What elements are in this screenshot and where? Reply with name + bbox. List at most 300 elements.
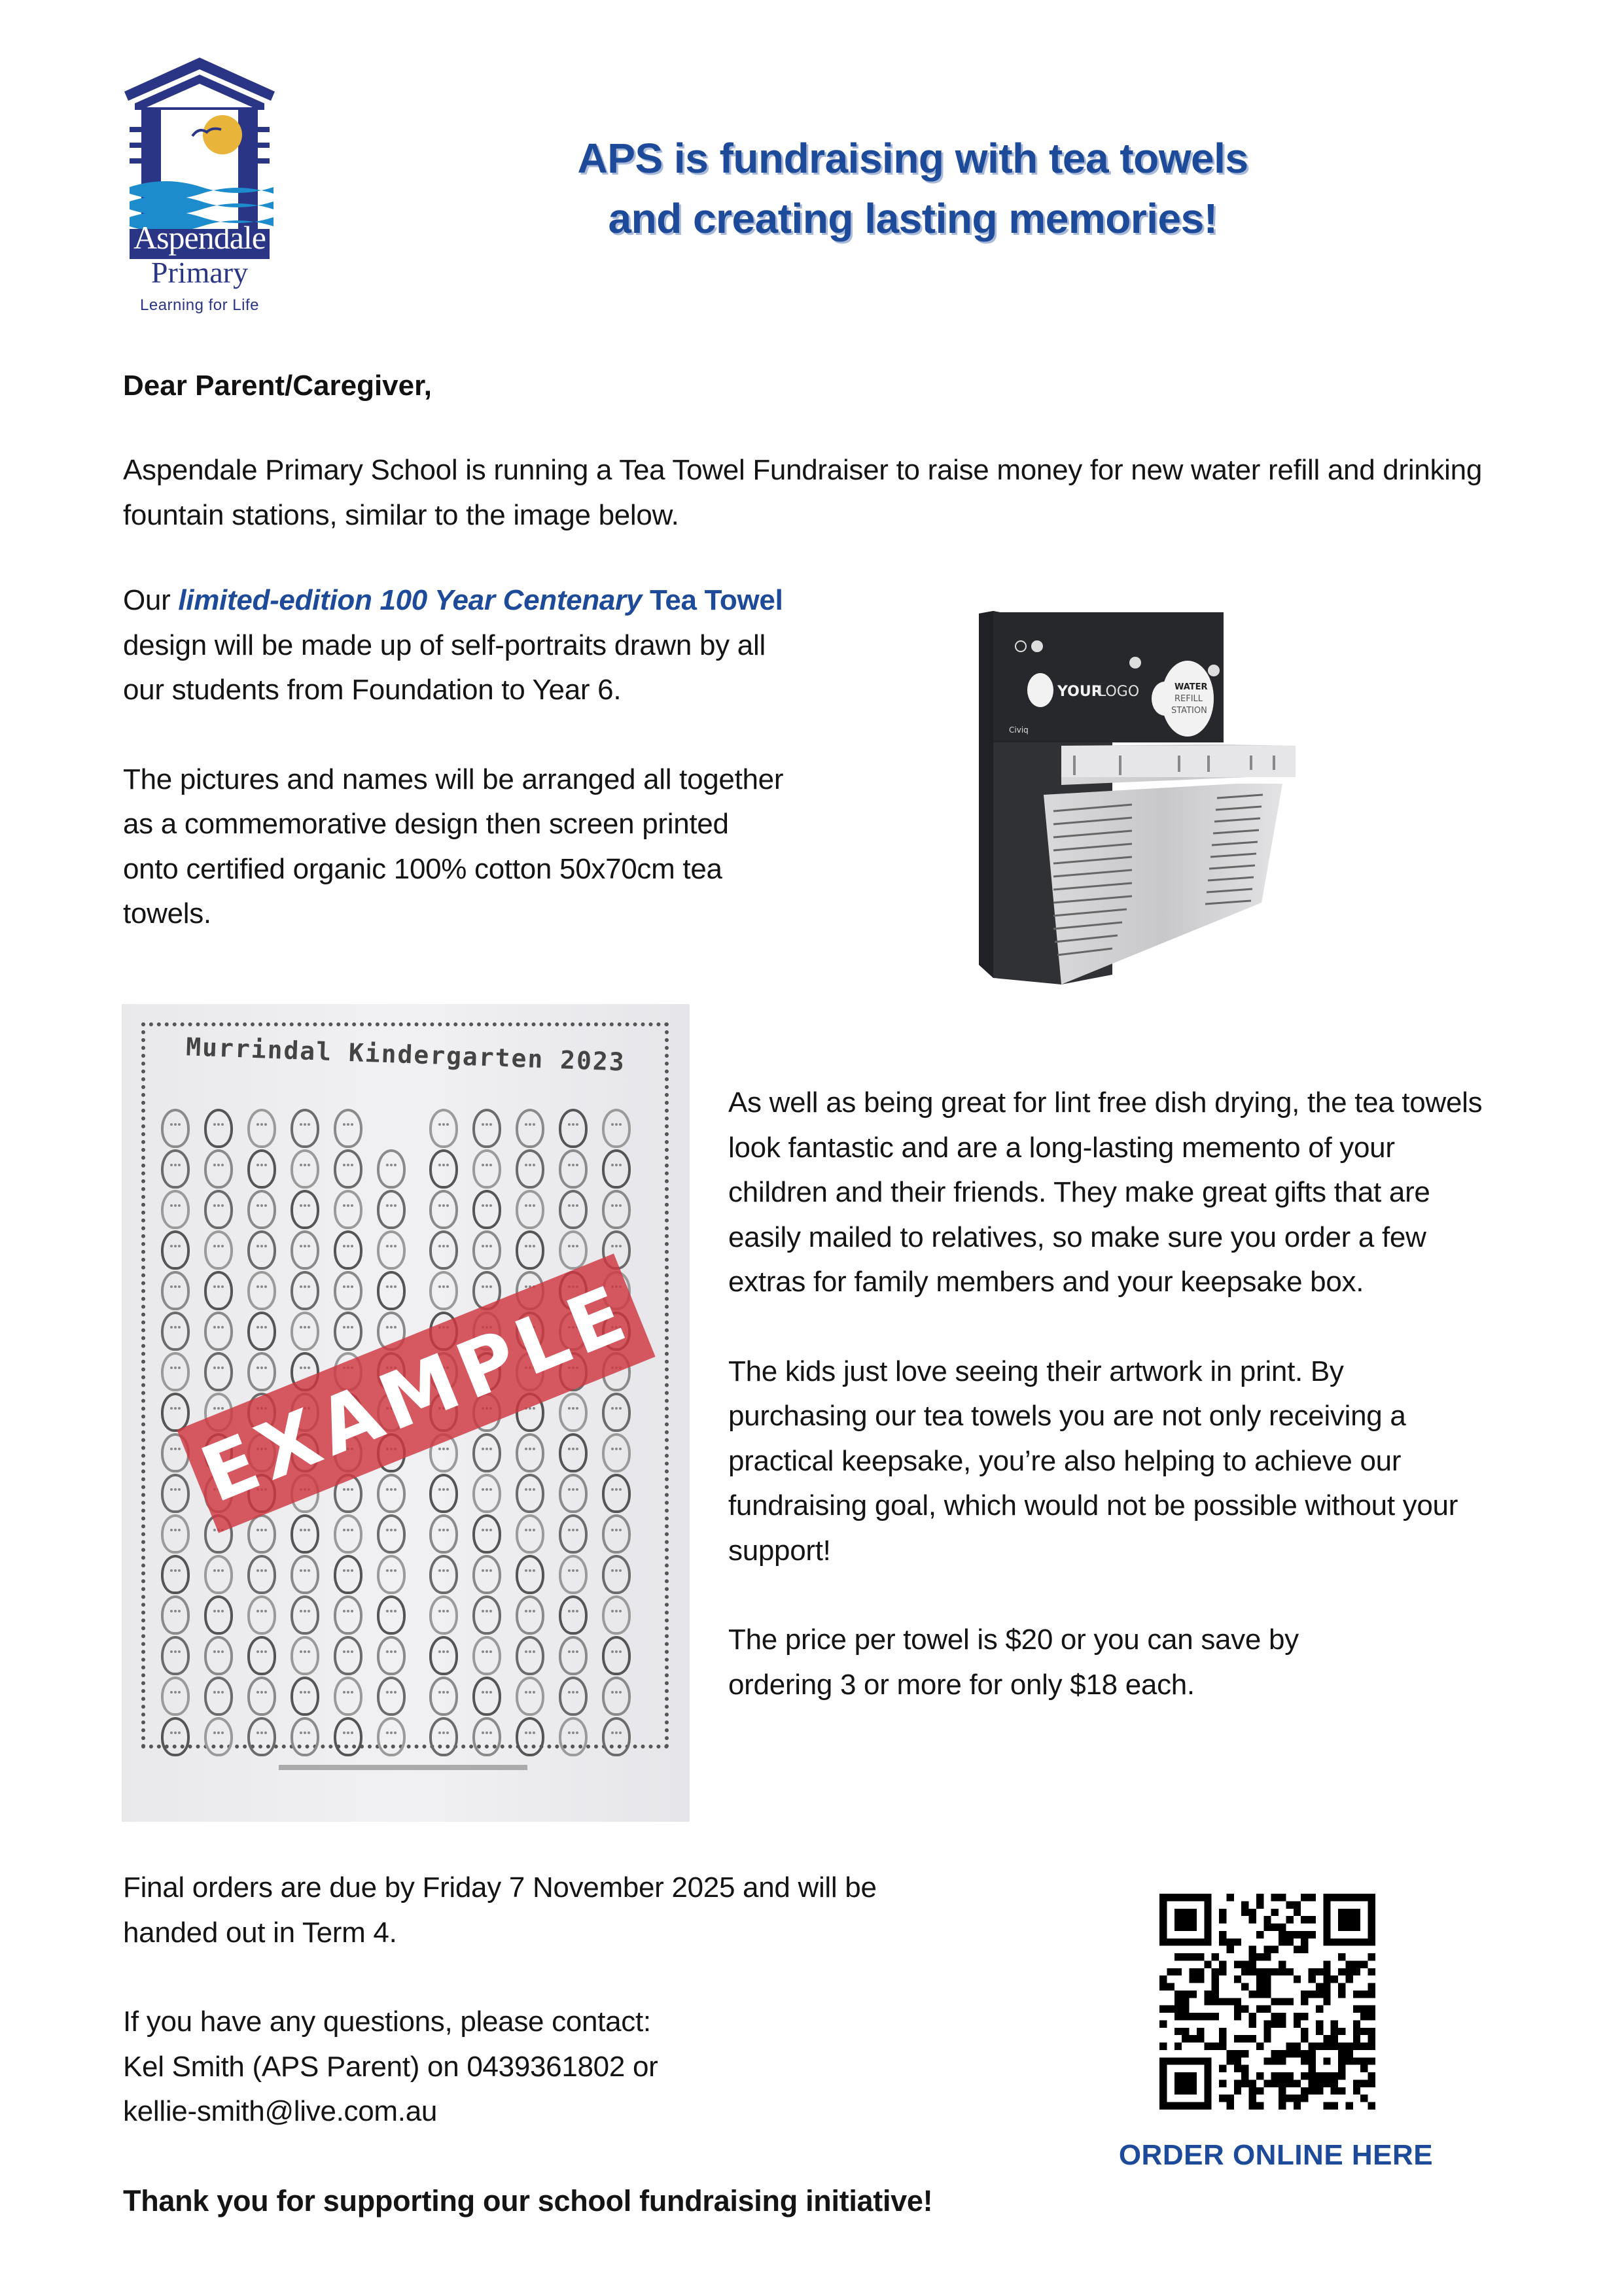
qr-module [1271, 2050, 1279, 2057]
qr-module [1256, 2006, 1263, 2013]
example-tea-towel-photo [122, 1004, 690, 1822]
qr-module [1360, 2057, 1368, 2064]
qr-module [1360, 1960, 1368, 1968]
towel-portrait [161, 1514, 190, 1554]
qr-module [1219, 1968, 1226, 1975]
qr-module [1368, 2028, 1375, 2035]
price-paragraph: The price per towel is $20 or you can save by ordering 3 or more for only $18 each. [728, 1624, 1299, 1701]
qr-module [1190, 2035, 1197, 2042]
qr-module [1212, 2013, 1219, 2020]
towel-portrait [377, 1595, 406, 1635]
towel-portrait [204, 1230, 233, 1270]
qr-module [1309, 1894, 1316, 1901]
qr-module [1219, 1998, 1226, 2005]
qr-module [1338, 1953, 1345, 1960]
design-prefix: Our [123, 584, 179, 616]
qr-module [1204, 1998, 1211, 2005]
qr-module [1219, 2035, 1226, 2042]
towel-portrait [516, 1636, 544, 1675]
qr-module [1249, 2095, 1256, 2102]
towel-portrait [291, 1555, 319, 1594]
towel-portrait [472, 1514, 501, 1554]
closing-line: Thank you for supporting our school fundraising initiative! [123, 2183, 933, 2218]
towel-portrait [429, 1677, 458, 1716]
qr-module [1182, 2006, 1189, 2013]
qr-module [1263, 1975, 1271, 1983]
towel-portrait [247, 1109, 276, 1148]
towel-portrait [161, 1636, 190, 1675]
qr-module [1249, 1916, 1256, 1923]
qr-module [1368, 1983, 1375, 1991]
qr-module [1368, 2006, 1375, 2013]
towel-portrait [559, 1230, 588, 1270]
support-paragraph: The kids just love seeing their artwork in print. By purchasing our tea towels you are not only receiving a practical keepsake, you’re also helping to achieve our fundraising goal, which would not be possible without your support! [728, 1355, 1458, 1567]
qr-module [1368, 2102, 1375, 2110]
qr-module [1204, 1960, 1211, 1968]
qr-module [1294, 1909, 1301, 1916]
qr-module [1345, 2050, 1352, 2057]
towel-portrait [377, 1514, 406, 1554]
towel-portrait [472, 1109, 501, 1148]
towel-footer-line [279, 1765, 527, 1770]
towel-portrait [334, 1717, 362, 1756]
fountain-brand: Civiq [1009, 725, 1029, 735]
towel-portrait [291, 1514, 319, 1554]
towel-portrait [429, 1230, 458, 1270]
qr-module [1360, 2013, 1368, 2020]
qr-module [1353, 2079, 1360, 2087]
qr-module [1190, 1953, 1197, 1960]
towel-portrait [204, 1271, 233, 1310]
towel-portrait [377, 1271, 406, 1310]
qr-module [1279, 1938, 1286, 1945]
qr-module [1360, 2006, 1368, 2013]
qr-module [1294, 2013, 1301, 2020]
badge-line-3: STATION [1171, 706, 1207, 716]
qr-module [1212, 1983, 1219, 1991]
qr-module [1301, 2087, 1308, 2095]
towel-portrait [291, 1636, 319, 1675]
towel-portrait [602, 1717, 631, 1756]
towel-portrait [334, 1514, 362, 1554]
towel-portrait [602, 1677, 631, 1716]
qr-module [1368, 2072, 1375, 2079]
qr-module [1190, 1975, 1197, 1983]
towel-portrait [334, 1312, 362, 1351]
qr-module [1174, 2028, 1182, 2035]
qr-module [1256, 2043, 1263, 2050]
qr-module [1301, 2035, 1308, 2042]
contact-intro: If you have any questions, please contact: [123, 2006, 651, 2038]
qr-module [1286, 2050, 1293, 2057]
qr-module [1182, 2013, 1189, 2020]
page-title [458, 128, 1368, 249]
qr-module [1249, 1960, 1256, 1968]
qr-module [1167, 1983, 1174, 1991]
towel-portrait [291, 1312, 319, 1351]
qr-module [1353, 1960, 1360, 1968]
qr-module [1338, 2087, 1345, 2095]
qr-module [1241, 2006, 1248, 2013]
qr-module [1182, 2028, 1189, 2035]
qr-module [1234, 2013, 1241, 2020]
qr-module [1219, 1916, 1226, 1923]
contact-line: Kel Smith (APS Parent) on 0439361802 or [123, 2050, 658, 2083]
design-column [123, 578, 895, 937]
qr-module [1368, 1953, 1375, 1960]
qr-module [1167, 1968, 1174, 1975]
qr-module [1286, 1931, 1293, 1938]
towel-portrait [247, 1312, 276, 1351]
towel-portrait [204, 1190, 233, 1229]
qr-module [1294, 1931, 1301, 1938]
qr-module [1249, 2020, 1256, 2027]
qr-module [1309, 1991, 1316, 1998]
qr-module [1271, 2057, 1279, 2064]
qr-module [1159, 1975, 1167, 1983]
qr-module [1234, 2050, 1241, 2057]
qr-module [1174, 2013, 1182, 2020]
towel-portrait [204, 1109, 233, 1148]
qr-module [1234, 1998, 1241, 2005]
towel-portrait [516, 1717, 544, 1756]
towel-portrait [247, 1230, 276, 1270]
towel-portrait [204, 1677, 233, 1716]
towel-portrait [602, 1555, 631, 1594]
qr-module [1197, 2013, 1204, 2020]
qr-module [1301, 2072, 1308, 2079]
qr-module [1271, 2013, 1279, 2020]
towel-portrait [429, 1271, 458, 1310]
towel-portrait [516, 1514, 544, 1554]
towel-portrait [247, 1352, 276, 1391]
qr-module [1353, 2006, 1360, 2013]
qr-module [1279, 2102, 1286, 2110]
qr-module [1212, 1975, 1219, 1983]
towel-portrait [161, 1595, 190, 1635]
qr-module [1256, 1983, 1263, 1991]
qr-module [1219, 2079, 1226, 2087]
qr-module [1249, 2013, 1256, 2020]
towel-portrait [472, 1149, 501, 1189]
towel-portrait [429, 1190, 458, 1229]
qr-module [1256, 2072, 1263, 2079]
qr-module [1212, 2043, 1219, 2050]
title-line-1: APS is fundraising with tea towels [577, 135, 1248, 182]
qr-module [1190, 2013, 1197, 2020]
towel-portrait [291, 1717, 319, 1756]
water-refill-station-icon [955, 608, 1453, 988]
qr-module [1234, 2057, 1241, 2064]
qr-module [1301, 1916, 1308, 1923]
towel-portrait [291, 1109, 319, 1148]
qr-module [1294, 2079, 1301, 2087]
qr-module [1279, 1960, 1286, 1968]
towel-portrait [472, 1717, 501, 1756]
towel-portrait [161, 1717, 190, 1756]
qr-module [1263, 1968, 1271, 1975]
qr-module [1241, 2065, 1248, 2072]
towel-portrait [472, 1555, 501, 1594]
qr-module [1360, 2043, 1368, 2050]
qr-module [1294, 2102, 1301, 2110]
towel-portrait [247, 1190, 276, 1229]
qr-module [1263, 2028, 1271, 2035]
order-online-link[interactable]: ORDER ONLINE HERE [1118, 2139, 1434, 2171]
qr-module [1323, 1968, 1330, 1975]
qr-module [1263, 2035, 1271, 2042]
qr-module [1226, 2102, 1233, 2110]
towel-portrait [247, 1636, 276, 1675]
towel-portrait [472, 1595, 501, 1635]
towel-portrait [602, 1190, 631, 1229]
qr-module [1286, 1916, 1293, 1923]
towel-portrait [472, 1433, 501, 1472]
towel-portrait [161, 1352, 190, 1391]
qr-module [1219, 2065, 1226, 2072]
qr-module [1197, 1953, 1204, 1960]
qr-module [1345, 2043, 1352, 2050]
qr-module [1294, 1901, 1301, 1908]
logo-school-name: Aspendale [133, 219, 266, 256]
qr-module [1271, 1894, 1279, 1901]
qr-module [1360, 1991, 1368, 1998]
qr-module [1331, 2087, 1338, 2095]
qr-module [1263, 2057, 1271, 2064]
qr-module [1174, 2043, 1182, 2050]
qr-module [1226, 1998, 1233, 2005]
towel-portrait [204, 1352, 233, 1391]
qr-module [1353, 2035, 1360, 2042]
towel-portrait [602, 1595, 631, 1635]
towel-portrait [429, 1717, 458, 1756]
qr-module [1316, 2087, 1323, 2095]
towel-portrait [334, 1109, 362, 1148]
qr-module [1279, 2013, 1286, 2020]
qr-module [1279, 1894, 1286, 1901]
qr-module [1294, 2095, 1301, 2102]
towel-portrait [472, 1677, 501, 1716]
tea-towel-highlight: Tea Towel [642, 584, 783, 616]
school-logo [124, 58, 275, 319]
qr-module [1234, 2006, 1241, 2013]
qr-module [1368, 2043, 1375, 2050]
order-info-column [123, 1866, 1000, 2223]
qr-module [1167, 2006, 1174, 2013]
qr-module [1263, 2006, 1271, 2013]
qr-module [1271, 1909, 1279, 1916]
qr-module [1197, 1975, 1204, 1983]
qr-module [1331, 2028, 1338, 2035]
qr-module [1182, 1998, 1189, 2005]
towel-portrait [516, 1433, 544, 1472]
qr-module [1323, 2102, 1330, 2110]
fountain-logo-text: YOUR [1057, 684, 1103, 700]
towel-portrait [204, 1717, 233, 1756]
qr-module [1353, 2087, 1360, 2095]
qr-module [1263, 1983, 1271, 1991]
contact-email[interactable]: kellie-smith@live.com.au [123, 2095, 438, 2127]
printing-paragraph: The pictures and names will be arranged all together as a commemorative design then screen printed onto certified organic 100% cotton 50x70cm tea towels. [123, 763, 784, 930]
towel-portrait [602, 1433, 631, 1472]
towel-portrait [559, 1636, 588, 1675]
qr-module [1301, 2013, 1308, 2020]
qr-module [1309, 2079, 1316, 2087]
qr-module [1249, 1909, 1256, 1916]
qr-module [1263, 1916, 1271, 1923]
qr-module [1234, 2065, 1241, 2072]
qr-module [1219, 2043, 1226, 2050]
towel-title: Murrindal Kindergarten 2023 [185, 1032, 626, 1077]
towel-portrait [472, 1190, 501, 1229]
example-stamp-text: EXAMPLE [189, 1266, 643, 1520]
qr-module [1353, 1991, 1360, 1998]
towel-portrait [516, 1677, 544, 1716]
qr-module [1174, 2006, 1182, 2013]
towel-portrait [429, 1149, 458, 1189]
qr-module [1368, 2079, 1375, 2087]
badge-line-2: REFILL [1174, 694, 1203, 704]
qr-module [1219, 2095, 1226, 2102]
water-fountain-photo [955, 608, 1453, 988]
towel-portrait [334, 1271, 362, 1310]
qr-module [1241, 2072, 1248, 2079]
qr-module [1331, 1975, 1338, 1983]
towel-portrait [429, 1109, 458, 1148]
towel-portrait [377, 1190, 406, 1229]
towel-portrait [516, 1595, 544, 1635]
qr-module [1301, 1991, 1308, 1998]
towel-portrait [161, 1190, 190, 1229]
towel-portrait [291, 1595, 319, 1635]
qr-module [1279, 1931, 1286, 1938]
qr-module [1301, 2050, 1308, 2057]
qr-module [1279, 1924, 1286, 1931]
qr-code-icon[interactable] [1159, 1894, 1375, 2110]
qr-module [1226, 1894, 1233, 1901]
qr-module [1241, 1983, 1248, 1991]
qr-module [1286, 2072, 1293, 2079]
towel-portrait [429, 1636, 458, 1675]
qr-module [1197, 1968, 1204, 1975]
towel-portrait [377, 1677, 406, 1716]
towel-portrait [161, 1230, 190, 1270]
towel-portrait [334, 1595, 362, 1635]
qr-module [1256, 1968, 1263, 1975]
qr-module [1182, 1991, 1189, 1998]
towel-portrait [247, 1555, 276, 1594]
qr-module [1323, 1991, 1330, 1998]
qr-module [1286, 1998, 1293, 2005]
qr-module [1309, 1916, 1316, 1923]
qr-module [1331, 2035, 1338, 2042]
qr-module [1294, 2020, 1301, 2027]
qr-module [1360, 2065, 1368, 2072]
towel-portrait [247, 1149, 276, 1189]
qr-module [1226, 2050, 1233, 2057]
towel-portrait [602, 1636, 631, 1675]
qr-module [1271, 2079, 1279, 2087]
towel-portrait [516, 1109, 544, 1148]
qr-module [1190, 1968, 1197, 1975]
qr-module [1360, 2079, 1368, 2087]
qr-module [1241, 2035, 1248, 2042]
qr-module [1323, 2057, 1330, 2064]
qr-module [1353, 2057, 1360, 2064]
qr-module [1249, 2079, 1256, 2087]
qr-module [1226, 2057, 1233, 2064]
towel-portrait [291, 1230, 319, 1270]
qr-module [1360, 2028, 1368, 2035]
towel-portrait [516, 1555, 544, 1594]
qr-module [1294, 2043, 1301, 2050]
qr-module [1159, 2006, 1167, 2013]
towel-portrait [247, 1717, 276, 1756]
towel-portrait [472, 1474, 501, 1513]
qr-module [1279, 2057, 1286, 2064]
towel-portrait [559, 1717, 588, 1756]
design-paragraph [123, 578, 895, 713]
qr-module [1316, 2079, 1323, 2087]
qr-module [1241, 2079, 1248, 2087]
qr-module [1212, 1968, 1219, 1975]
qr-module [1263, 1946, 1271, 1953]
qr-module [1353, 2020, 1360, 2027]
towel-portrait [204, 1555, 233, 1594]
qr-module [1271, 1924, 1279, 1931]
qr-module [1316, 1968, 1323, 1975]
deadline-paragraph: Final orders are due by Friday 7 November 2025 and will be handed out in Term 4. [123, 1871, 877, 1949]
qr-module [1323, 1983, 1330, 1991]
qr-module [1271, 1946, 1279, 1953]
qr-module [1316, 2006, 1323, 2013]
towel-portrait [559, 1677, 588, 1716]
qr-module [1309, 2087, 1316, 2095]
qr-module [1323, 2035, 1330, 2042]
towel-portrait [161, 1312, 190, 1351]
qr-module [1174, 2072, 1197, 2095]
qr-module [1353, 2028, 1360, 2035]
towel-portrait [377, 1149, 406, 1189]
qr-module [1331, 2102, 1338, 2110]
qr-module [1301, 1998, 1308, 2005]
towel-portrait [472, 1230, 501, 1270]
towel-portrait [204, 1595, 233, 1635]
qr-module [1316, 2028, 1323, 2035]
qr-module [1249, 2087, 1256, 2095]
towel-portrait [559, 1433, 588, 1472]
qr-module [1279, 2079, 1286, 2087]
qr-module [1219, 1931, 1226, 1938]
qr-module [1271, 1968, 1279, 1975]
qr-module [1323, 2079, 1330, 2087]
towel-portrait [377, 1555, 406, 1594]
qr-module [1323, 1960, 1330, 1968]
qr-module [1212, 1953, 1219, 1960]
qr-module [1256, 1975, 1263, 1983]
qr-module [1286, 2079, 1293, 2087]
qr-module [1316, 1983, 1323, 1991]
qr-module [1294, 1946, 1301, 1953]
qr-module [1234, 1938, 1241, 1945]
qr-module [1204, 2013, 1211, 2020]
qr-module [1271, 1998, 1279, 2005]
qr-module [1249, 2035, 1256, 2042]
qr-module [1368, 1968, 1375, 1975]
qr-module [1353, 1968, 1360, 1975]
logo-school-type: Primary [150, 256, 249, 289]
logo-tagline: Learning for Life [140, 296, 259, 314]
